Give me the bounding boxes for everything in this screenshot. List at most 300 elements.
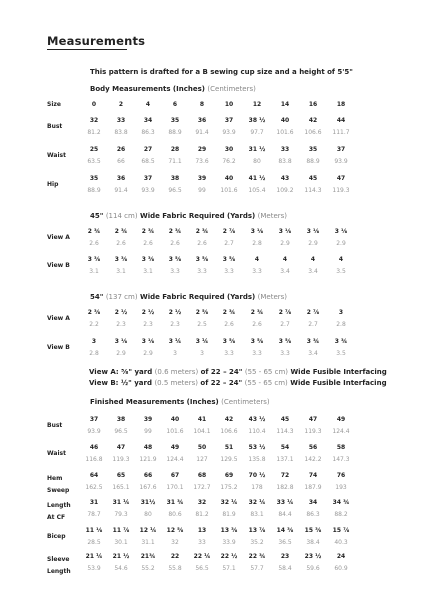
fabric45-value: 2 ¾ (141, 228, 155, 235)
finished-metric-value: 60.9 (334, 565, 348, 572)
finished-value: 66 (143, 472, 153, 479)
finished-metric-value: 81.9 (222, 511, 236, 518)
finished-metric-value: 99 (144, 428, 152, 435)
body-metric-value: 66 (117, 158, 125, 165)
finished-metric-value: 32 (171, 539, 179, 546)
finished-value: 22 ½ (220, 553, 238, 560)
fabric-54-heading (90, 293, 287, 301)
finished-metric-value: 58.4 (278, 565, 292, 572)
finished-metric-value: 35.2 (250, 539, 264, 546)
fabric54-value: 2 ⅞ (306, 309, 320, 316)
fabric45-value: 3 ⅝ (168, 256, 182, 263)
body-metric-value: 88.9 (87, 187, 101, 194)
finished-value: 31 (89, 499, 99, 506)
fabric45-value: 4 (338, 256, 344, 263)
size-cell: 12 (252, 101, 262, 108)
body-metric-value: 93.9 (141, 187, 155, 194)
body-value: 36 (116, 175, 126, 182)
finished-value: 53 ½ (248, 444, 266, 451)
finished-row-label (47, 473, 69, 497)
finished-value: 22 ¼ (193, 553, 211, 560)
finished-value: 21¾ (140, 553, 156, 560)
finished-value: 32 ¼ (220, 499, 238, 506)
fabric-45-width-cm: (114 cm) (105, 212, 138, 220)
fabric54-metric-value: 2.6 (224, 321, 234, 328)
finished-metric-value: 178 (251, 484, 263, 491)
body-metric-value: 91.4 (195, 129, 209, 136)
finished-value: 34 (308, 499, 318, 506)
finished-metric-value: 54.6 (114, 565, 128, 572)
body-value: 36 (197, 117, 207, 124)
finished-value: 39 (143, 416, 153, 423)
finished-metric-value: 84.4 (278, 511, 292, 518)
finished-metric-value: 56.5 (195, 565, 209, 572)
finished-metric-value: 96.5 (114, 428, 128, 435)
body-value: 44 (336, 117, 346, 124)
fabric45-metric-value: 2.9 (280, 240, 290, 247)
finished-metric-value: 110.4 (248, 428, 266, 435)
finished-metric-value: 135.8 (248, 456, 266, 463)
interfacing-b-width-cm: (55 - 65 cm) (244, 379, 288, 387)
body-metric-value: 76.2 (222, 158, 236, 165)
body-value: 32 (89, 117, 99, 124)
finished-metric-value: 167.6 (139, 484, 157, 491)
fabric45-metric-value: 2.6 (143, 240, 153, 247)
fabric54-metric-value: 2.9 (116, 350, 126, 357)
fabric54-row-label: View B (47, 344, 70, 351)
fabric54-metric-value: 3.4 (308, 350, 318, 357)
body-metric-value: 111.7 (332, 129, 350, 136)
finished-metric-value: 142.2 (304, 456, 322, 463)
size-cell: 0 (91, 101, 97, 108)
body-row-label: Bust (47, 123, 63, 130)
body-value: 33 (116, 117, 126, 124)
fabric45-metric-value: 3.3 (170, 268, 180, 275)
body-metric-value: 93.9 (334, 158, 348, 165)
fabric45-value: 2 ¾ (195, 228, 209, 235)
finished-metric-value: 119.3 (112, 456, 130, 463)
finished-label-line2: At CF (47, 514, 66, 521)
fabric45-metric-value: 2.6 (170, 240, 180, 247)
fabric45-metric-value: 3.5 (336, 268, 346, 275)
size-cell: 4 (145, 101, 151, 108)
finished-metric-value: 55.8 (168, 565, 182, 572)
fabric45-value: 4 (282, 256, 288, 263)
interfacing-b-yards: View B: ½" yard (89, 379, 152, 387)
finished-metric-value: 28.5 (87, 539, 101, 546)
fabric45-value: 4 (254, 256, 260, 263)
body-value: 38 ½ (248, 117, 266, 124)
fabric54-row-label: View A (47, 315, 70, 322)
body-metric-value: 83.8 (278, 158, 292, 165)
fabric54-metric-value: 2.2 (89, 321, 99, 328)
fabric54-metric-value: 2.5 (197, 321, 207, 328)
finished-value: 13 (197, 527, 207, 534)
finished-value: 56 (308, 444, 318, 451)
finished-value: 12 ⅝ (166, 527, 184, 534)
fabric45-value: 2 ¾ (87, 228, 101, 235)
size-cell: 14 (280, 101, 290, 108)
finished-metric-value: 36.5 (278, 539, 292, 546)
body-value: 31 ½ (248, 146, 266, 153)
fabric-45-width: 45" (90, 212, 104, 220)
fabric45-value: 3 ⅛ (334, 228, 348, 235)
intro-text: This pattern is drafted for a B sewing cup size and a height of 5'5" (90, 68, 353, 76)
finished-metric-value: 175.2 (220, 484, 238, 491)
finished-metric-value: 33 (198, 539, 206, 546)
finished-value: 64 (89, 472, 99, 479)
finished-metric-value: 101.6 (166, 428, 184, 435)
finished-value: 67 (170, 472, 180, 479)
fabric45-value: 3 ⅛ (306, 228, 320, 235)
body-value: 38 (170, 175, 180, 182)
body-value: 41 ½ (248, 175, 266, 182)
size-cell: 2 (118, 101, 124, 108)
finished-value: 47 (308, 416, 318, 423)
finished-value: 40 (170, 416, 180, 423)
finished-metric-value: 86.3 (306, 511, 320, 518)
finished-metric-value: 182.8 (276, 484, 294, 491)
body-value: 34 (143, 117, 153, 124)
fabric45-value: 2 ⅞ (222, 228, 236, 235)
body-value: 35 (308, 146, 318, 153)
finished-metric-value: 83.1 (250, 511, 264, 518)
fabric45-metric-value: 3.1 (116, 268, 126, 275)
page-title: Measurements (47, 34, 146, 48)
title-underline (47, 49, 127, 50)
fabric45-metric-value: 2.7 (224, 240, 234, 247)
body-measurements-heading (90, 85, 256, 93)
finished-value: 37 (89, 416, 99, 423)
finished-metric-value: 106.6 (220, 428, 238, 435)
finished-metric-value: 127 (196, 456, 208, 463)
body-value: 47 (336, 175, 346, 182)
body-value: 29 (197, 146, 207, 153)
finished-row-label: Bust (47, 422, 63, 429)
fabric54-metric-value: 2.3 (116, 321, 126, 328)
size-cell: 6 (172, 101, 178, 108)
body-value: 37 (143, 175, 153, 182)
body-value: 25 (89, 146, 99, 153)
finished-metric-value: 38.4 (306, 539, 320, 546)
finished-value: 11 ⅛ (85, 527, 103, 534)
interfacing-b-width: of 22 – 24" (200, 379, 243, 387)
body-metric-value: 99 (198, 187, 206, 194)
fabric45-metric-value: 2.9 (308, 240, 318, 247)
finished-value: 45 (280, 416, 290, 423)
fabric54-value: 3 ⅝ (222, 338, 236, 345)
fabric45-metric-value: 3.3 (252, 268, 262, 275)
fabric45-metric-value: 3.4 (308, 268, 318, 275)
body-value: 33 (280, 146, 290, 153)
finished-value: 23 ½ (304, 553, 322, 560)
fabric45-value: 3 ⅝ (195, 256, 209, 263)
fabric54-value: 2 ⅞ (278, 309, 292, 316)
finished-value: 24 (336, 553, 346, 560)
body-heading-label: Body Measurements (Inches) (90, 85, 205, 93)
finished-value: 72 (280, 472, 290, 479)
finished-metric-value: 55.2 (141, 565, 155, 572)
finished-metric-value: 170.1 (166, 484, 184, 491)
fabric54-value: 2 ¾ (222, 309, 236, 316)
body-metric-value: 88.9 (168, 129, 182, 136)
finished-metric-value: 81.2 (195, 511, 209, 518)
finished-value: 21 ¼ (85, 553, 103, 560)
finished-value: 41 (197, 416, 207, 423)
fabric54-metric-value: 2.3 (170, 321, 180, 328)
body-metric-value: 71.1 (168, 158, 182, 165)
finished-value: 12 ¼ (139, 527, 157, 534)
finished-value: 33 ¼ (276, 499, 294, 506)
body-metric-value: 105.4 (248, 187, 266, 194)
fabric-54-width: 54" (90, 293, 104, 301)
fabric54-metric-value: 3 (173, 350, 177, 357)
finished-metric-value: 57.7 (250, 565, 264, 572)
finished-metric-value: 116.8 (85, 456, 103, 463)
fabric54-value: 3 ⅛ (114, 338, 128, 345)
fabric54-value: 3 ⅛ (141, 338, 155, 345)
finished-value: 54 (280, 444, 290, 451)
fabric54-metric-value: 3.3 (252, 350, 262, 357)
interfacing-b-type: Wide Fusible Interfacing (290, 379, 387, 387)
fabric54-value: 3 ¼ (195, 338, 209, 345)
finished-label-line2: Length (47, 568, 71, 575)
body-metric-value: 91.4 (114, 187, 128, 194)
fabric-45-heading (90, 212, 287, 220)
interfacing-a-type: Wide Fusible Interfacing (290, 368, 387, 376)
body-value: 26 (116, 146, 126, 153)
body-metric-value: 96.5 (168, 187, 182, 194)
fabric54-metric-value: 2.7 (280, 321, 290, 328)
fabric45-metric-value: 3.4 (280, 268, 290, 275)
body-metric-value: 86.3 (141, 129, 155, 136)
fabric54-value: 3 ¾ (306, 338, 320, 345)
fabric45-metric-value: 2.8 (252, 240, 262, 247)
finished-row-label: Bicep (47, 533, 66, 540)
body-value: 40 (224, 175, 234, 182)
finished-metric-value: 53.9 (87, 565, 101, 572)
fabric45-value: 3 ⅜ (141, 256, 155, 263)
fabric54-metric-value: 3.3 (224, 350, 234, 357)
finished-value: 50 (197, 444, 207, 451)
fabric54-value: 2 ½ (141, 309, 155, 316)
size-cell: 16 (308, 101, 318, 108)
finished-metric-value: 187.9 (304, 484, 322, 491)
fabric54-metric-value: 3.3 (280, 350, 290, 357)
body-metric-value: 81.2 (87, 129, 101, 136)
finished-value: 51 (224, 444, 234, 451)
body-value: 39 (197, 175, 207, 182)
finished-value: 15 ⅞ (332, 527, 350, 534)
fabric54-value: 3 ⅝ (278, 338, 292, 345)
body-value: 28 (170, 146, 180, 153)
finished-measurements-heading (90, 398, 270, 406)
fabric54-value: 3 ⅝ (250, 338, 264, 345)
finished-metric-value: 93.9 (87, 428, 101, 435)
fabric45-value: 2 ¾ (168, 228, 182, 235)
body-metric-value: 101.6 (220, 187, 238, 194)
finished-metric-value: 80 (144, 511, 152, 518)
finished-value: 23 (280, 553, 290, 560)
fabric-54-width-cm: (137 cm) (105, 293, 138, 301)
body-metric-value: 80 (253, 158, 261, 165)
body-value: 37 (336, 146, 346, 153)
finished-heading-label: Finished Measurements (Inches) (90, 398, 219, 406)
fabric45-metric-value: 2.6 (116, 240, 126, 247)
finished-metric-value: 57.1 (222, 565, 236, 572)
body-metric-value: 106.6 (304, 129, 322, 136)
fabric54-metric-value: 2.3 (143, 321, 153, 328)
fabric54-value: 2 ½ (114, 309, 128, 316)
fabric45-value: 3 ⅛ (250, 228, 264, 235)
finished-value: 32 (197, 499, 207, 506)
body-value: 40 (280, 117, 290, 124)
fabric-45-label: Wide Fabric Required (Yards) (139, 212, 256, 220)
body-metric-value: 83.8 (114, 129, 128, 136)
fabric45-metric-value: 2.6 (197, 240, 207, 247)
body-metric-value: 114.3 (304, 187, 322, 194)
finished-metric-value: 124.4 (332, 428, 350, 435)
finished-value: 74 (308, 472, 318, 479)
finished-value: 48 (143, 444, 153, 451)
finished-value: 13 ⅞ (248, 527, 266, 534)
finished-label-line1: Sleeve (47, 556, 70, 563)
finished-value: 31 ¾ (166, 499, 184, 506)
finished-metric-value: 59.6 (306, 565, 320, 572)
body-metric-value: 97.7 (250, 129, 264, 136)
body-value: 42 (308, 117, 318, 124)
fabric45-metric-value: 3.3 (224, 268, 234, 275)
finished-metric-value: 172.7 (193, 484, 211, 491)
finished-value: 13 ⅜ (220, 527, 238, 534)
finished-label-line1: Hem (47, 475, 63, 482)
body-metric-value: 68.5 (141, 158, 155, 165)
fabric54-value: 2 ⅝ (195, 309, 209, 316)
interfacing-a-width-cm: (55 - 65 cm) (244, 368, 289, 376)
finished-value: 15 ⅜ (304, 527, 322, 534)
finished-metric-value: 165.1 (112, 484, 130, 491)
finished-metric-value: 30.1 (114, 539, 128, 546)
body-metric-value: 63.5 (87, 158, 101, 165)
body-metric-value: 119.3 (332, 187, 350, 194)
size-cell: 10 (224, 101, 234, 108)
finished-metric-value: 119.3 (304, 428, 322, 435)
size-cell: 18 (336, 101, 346, 108)
body-value: 27 (143, 146, 153, 153)
body-metric-value: 73.6 (195, 158, 209, 165)
finished-value: 42 (224, 416, 234, 423)
body-value: 45 (308, 175, 318, 182)
finished-value: 38 (116, 416, 126, 423)
fabric54-value: 2 ½ (168, 309, 182, 316)
finished-metric-value: 78.7 (87, 511, 101, 518)
fabric45-value: 3 ⅛ (278, 228, 292, 235)
finished-row-label: Waist (47, 450, 66, 457)
finished-value: 65 (116, 472, 126, 479)
finished-value: 47 (116, 444, 126, 451)
finished-metric-value: 129.5 (220, 456, 238, 463)
fabric-54-unit: (Meters) (257, 293, 288, 301)
finished-metric-value: 79.3 (114, 511, 128, 518)
finished-heading-unit: (Centimeters) (221, 398, 270, 406)
body-row-label: Waist (47, 152, 66, 159)
finished-value: 11 ⅞ (112, 527, 130, 534)
body-value: 43 (280, 175, 290, 182)
finished-metric-value: 33.9 (222, 539, 236, 546)
finished-metric-value: 137.1 (276, 456, 294, 463)
finished-value: 49 (170, 444, 180, 451)
finished-metric-value: 114.3 (276, 428, 294, 435)
fabric-54-label: Wide Fabric Required (Yards) (139, 293, 256, 301)
fabric54-metric-value: 2.7 (308, 321, 318, 328)
fabric45-value: 3 ⅝ (222, 256, 236, 263)
finished-value: 21 ½ (112, 553, 130, 560)
finished-metric-value: 121.9 (139, 456, 157, 463)
fabric45-value: 2 ¾ (114, 228, 128, 235)
body-metric-value: 101.6 (276, 129, 294, 136)
fabric54-value: 2 ¾ (250, 309, 264, 316)
size-label: Size (47, 101, 61, 108)
interfacing-a-meters: (0.6 meters) (154, 368, 199, 376)
body-value: 35 (89, 175, 99, 182)
finished-value: 22 (170, 553, 180, 560)
fabric54-value: 3 ¼ (168, 338, 182, 345)
size-cell: 8 (199, 101, 205, 108)
finished-row-label (47, 554, 71, 578)
fabric45-value: 3 ⅜ (114, 256, 128, 263)
interfacing-view-a (89, 368, 387, 376)
finished-metric-value: 80.6 (168, 511, 182, 518)
finished-metric-value: 147.3 (332, 456, 350, 463)
fabric45-row-label: View A (47, 234, 70, 241)
finished-value: 43 ½ (248, 416, 266, 423)
finished-label-line2: Sweep (47, 487, 70, 494)
finished-value: 34 ¾ (332, 499, 350, 506)
finished-metric-value: 193 (335, 484, 347, 491)
fabric45-value: 3 ⅜ (87, 256, 101, 263)
body-row-label: Hip (47, 181, 59, 188)
interfacing-b-meters: (0.5 meters) (154, 379, 198, 387)
body-value: 35 (170, 117, 180, 124)
finished-value: 31½ (140, 499, 156, 506)
finished-value: 58 (336, 444, 346, 451)
fabric54-value: 3 ¾ (334, 338, 348, 345)
fabric54-metric-value: 3.5 (336, 350, 346, 357)
fabric45-metric-value: 3.1 (143, 268, 153, 275)
finished-metric-value: 162.5 (85, 484, 103, 491)
body-value: 37 (224, 117, 234, 124)
finished-value: 76 (336, 472, 346, 479)
fabric45-value: 4 (310, 256, 316, 263)
fabric54-metric-value: 3 (200, 350, 204, 357)
fabric54-metric-value: 2.9 (143, 350, 153, 357)
finished-metric-value: 40.3 (334, 539, 348, 546)
fabric45-metric-value: 3.1 (89, 268, 99, 275)
fabric45-metric-value: 2.6 (89, 240, 99, 247)
body-metric-value: 88.9 (306, 158, 320, 165)
body-metric-value: 109.2 (276, 187, 294, 194)
fabric45-row-label: View B (47, 262, 70, 269)
fabric54-value: 3 (338, 309, 344, 316)
finished-value: 46 (89, 444, 99, 451)
finished-value: 31 ¼ (112, 499, 130, 506)
finished-value: 69 (224, 472, 234, 479)
finished-metric-value: 104.1 (193, 428, 211, 435)
interfacing-view-b (89, 379, 387, 387)
interfacing-a-yards: View A: ⅝" yard (89, 368, 153, 376)
interfacing-a-width: of 22 – 24" (200, 368, 243, 376)
fabric45-metric-value: 3.3 (197, 268, 207, 275)
